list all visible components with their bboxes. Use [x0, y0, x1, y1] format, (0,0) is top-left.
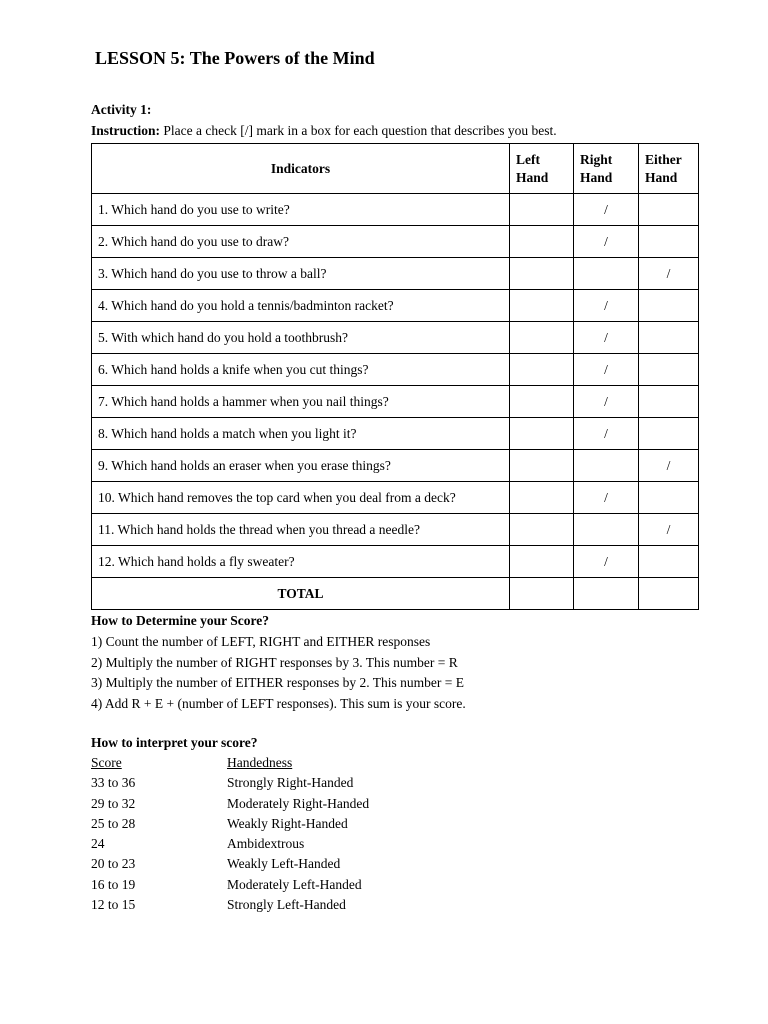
- score-range: 20 to 23: [91, 856, 136, 872]
- right-hand-cell[interactable]: /: [574, 482, 639, 514]
- total-row: [92, 578, 699, 610]
- either-hand-cell[interactable]: [639, 418, 699, 450]
- table-row: [92, 418, 699, 450]
- score-range: 16 to 19: [91, 876, 136, 892]
- right-hand-cell[interactable]: /: [574, 354, 639, 386]
- header-left-line1: Left: [516, 151, 540, 167]
- score-range: 12 to 15: [91, 897, 136, 913]
- header-right-line2: Hand: [580, 169, 613, 185]
- interpret-row: [91, 814, 369, 834]
- indicator-question: 6. Which hand holds a knife when you cut things?: [92, 354, 510, 386]
- indicator-question: 2. Which hand do you use to draw?: [92, 226, 510, 258]
- interpret-row: [91, 794, 369, 814]
- header-right-line1: Right: [580, 151, 613, 167]
- table-row: [92, 258, 699, 290]
- header-left-line2: Hand: [516, 169, 549, 185]
- right-hand-cell[interactable]: /: [574, 226, 639, 258]
- interpret-header-row: [91, 753, 369, 773]
- left-hand-cell[interactable]: [510, 226, 574, 258]
- indicator-question: 12. Which hand holds a fly sweater?: [92, 546, 510, 578]
- indicator-question: 3. Which hand do you use to throw a ball?: [92, 258, 510, 290]
- total-left-cell[interactable]: [510, 578, 574, 610]
- left-hand-cell[interactable]: [510, 194, 574, 226]
- handedness-label: Strongly Right-Handed: [227, 775, 354, 791]
- handedness-label: Weakly Left-Handed: [227, 856, 341, 872]
- either-hand-cell[interactable]: [639, 226, 699, 258]
- interpret-row: [91, 854, 369, 874]
- either-hand-cell[interactable]: /: [639, 258, 699, 290]
- table-row: [92, 450, 699, 482]
- total-right-cell[interactable]: [574, 578, 639, 610]
- indicator-question: 4. Which hand do you hold a tennis/badminton racket?: [92, 290, 510, 322]
- score-step: 4) Add R + E + (number of LEFT responses). This sum is your score.: [91, 696, 466, 712]
- right-hand-cell[interactable]: /: [574, 418, 639, 450]
- either-hand-cell[interactable]: [639, 354, 699, 386]
- score-range: 25 to 28: [91, 815, 136, 831]
- interpret-col-score: Score: [91, 755, 122, 770]
- right-hand-cell[interactable]: /: [574, 546, 639, 578]
- indicator-question: 10. Which hand removes the top card when you deal from a deck?: [92, 482, 510, 514]
- interpret-rows: [91, 773, 369, 915]
- score-step: 3) Multiply the number of EITHER responses by 2. This number = E: [91, 675, 464, 691]
- interpret-row: [91, 773, 369, 793]
- left-hand-cell[interactable]: [510, 290, 574, 322]
- score-howto: [91, 611, 466, 715]
- handedness-label: Moderately Left-Handed: [227, 876, 362, 892]
- left-hand-cell[interactable]: [510, 354, 574, 386]
- table-row: [92, 386, 699, 418]
- table-row: [92, 226, 699, 258]
- interpret-heading: How to interpret your score?: [91, 735, 258, 750]
- indicator-question: 7. Which hand holds a hammer when you nail things?: [92, 386, 510, 418]
- right-hand-cell[interactable]: /: [574, 290, 639, 322]
- indicators-table: [91, 143, 699, 610]
- left-hand-cell[interactable]: [510, 450, 574, 482]
- table-row: [92, 194, 699, 226]
- right-hand-cell[interactable]: [574, 258, 639, 290]
- score-range: 24: [91, 836, 105, 852]
- interpret-row: [91, 834, 369, 854]
- either-hand-cell[interactable]: [639, 482, 699, 514]
- header-left-hand: [510, 144, 574, 194]
- table-row: [92, 322, 699, 354]
- table-body: [92, 194, 699, 610]
- indicator-question: 9. Which hand holds an eraser when you erase things?: [92, 450, 510, 482]
- either-hand-cell[interactable]: [639, 290, 699, 322]
- total-either-cell[interactable]: [639, 578, 699, 610]
- handedness-label: Ambidextrous: [227, 836, 305, 852]
- either-hand-cell[interactable]: [639, 194, 699, 226]
- score-howto-heading: How to Determine your Score?: [91, 613, 269, 628]
- page-title: LESSON 5: The Powers of the Mind: [95, 48, 375, 68]
- interpret-col-handedness: Handedness: [227, 755, 293, 770]
- total-label: TOTAL: [92, 578, 510, 610]
- either-hand-cell[interactable]: /: [639, 514, 699, 546]
- handedness-label: Strongly Left-Handed: [227, 897, 346, 913]
- left-hand-cell[interactable]: [510, 322, 574, 354]
- interpret-row: [91, 875, 369, 895]
- activity-label: Activity 1:: [91, 102, 152, 117]
- right-hand-cell[interactable]: /: [574, 386, 639, 418]
- header-indicators: Indicators: [92, 144, 510, 194]
- table-row: [92, 354, 699, 386]
- instruction-text: Place a check [/] mark in a box for each question that describes you best.: [160, 123, 557, 138]
- either-hand-cell[interactable]: [639, 546, 699, 578]
- table-row: [92, 482, 699, 514]
- left-hand-cell[interactable]: [510, 546, 574, 578]
- either-hand-cell[interactable]: [639, 386, 699, 418]
- table-row: [92, 546, 699, 578]
- either-hand-cell[interactable]: /: [639, 450, 699, 482]
- table-row: [92, 290, 699, 322]
- handedness-label: Moderately Right-Handed: [227, 795, 370, 811]
- right-hand-cell[interactable]: [574, 450, 639, 482]
- right-hand-cell[interactable]: /: [574, 194, 639, 226]
- indicator-question: 8. Which hand holds a match when you light it?: [92, 418, 510, 450]
- instruction-label: Instruction:: [91, 123, 161, 138]
- header-either-hand: [639, 144, 699, 194]
- indicator-question: 1. Which hand do you use to write?: [92, 194, 510, 226]
- right-hand-cell[interactable]: [574, 514, 639, 546]
- header-either-line2: Hand: [645, 169, 678, 185]
- left-hand-cell[interactable]: [510, 514, 574, 546]
- score-range: 33 to 36: [91, 775, 136, 791]
- instruction: [91, 122, 557, 140]
- handedness-label: Weakly Right-Handed: [227, 815, 348, 831]
- either-hand-cell[interactable]: [639, 322, 699, 354]
- header-either-line1: Either: [645, 151, 682, 167]
- left-hand-cell[interactable]: [510, 258, 574, 290]
- interpret-section: [91, 733, 369, 915]
- table-header-row: [92, 144, 699, 194]
- left-hand-cell[interactable]: [510, 418, 574, 450]
- left-hand-cell[interactable]: [510, 386, 574, 418]
- header-right-hand: [574, 144, 639, 194]
- indicator-question: 11. Which hand holds the thread when you thread a needle?: [92, 514, 510, 546]
- indicator-question: 5. With which hand do you hold a toothbrush?: [92, 322, 510, 354]
- score-step: 1) Count the number of LEFT, RIGHT and EITHER responses: [91, 633, 431, 649]
- interpret-row: [91, 895, 369, 915]
- score-step: 2) Multiply the number of RIGHT responses by 3. This number = R: [91, 654, 458, 670]
- score-range: 29 to 32: [91, 795, 136, 811]
- right-hand-cell[interactable]: /: [574, 322, 639, 354]
- left-hand-cell[interactable]: [510, 482, 574, 514]
- table-row: [92, 514, 699, 546]
